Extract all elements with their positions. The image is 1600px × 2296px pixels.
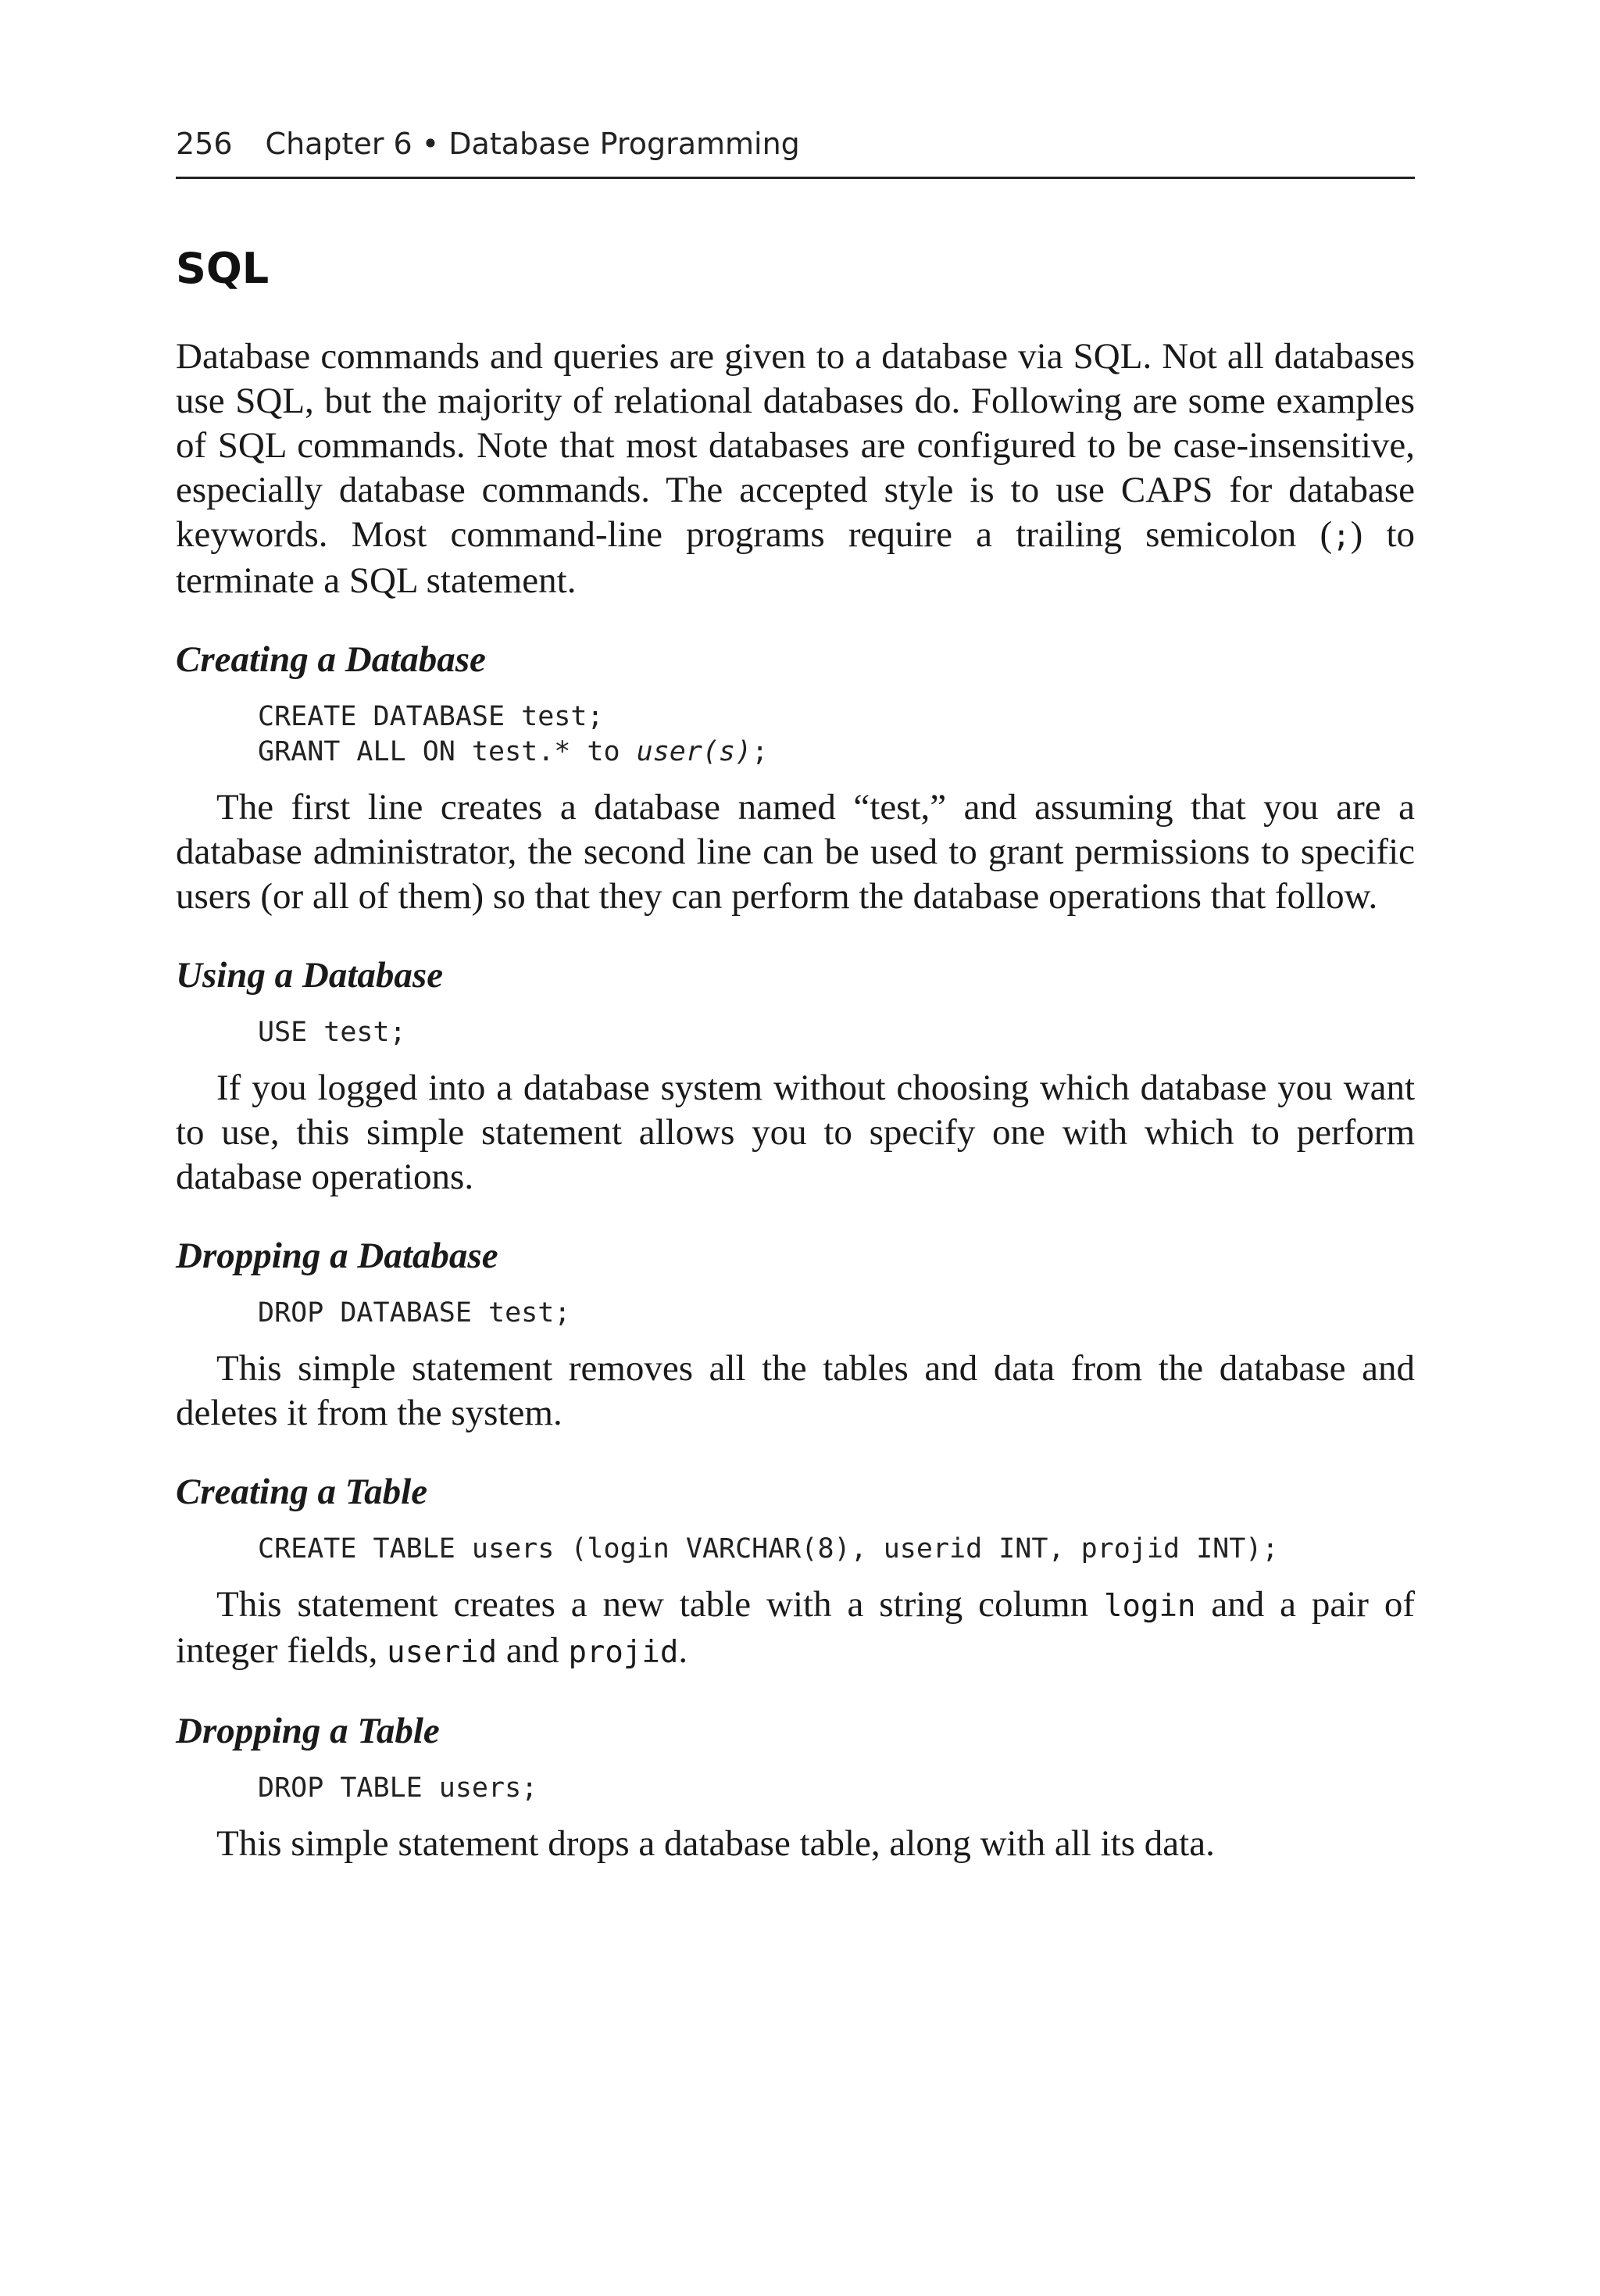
inline-code-userid: userid [387,1635,498,1670]
heading-using-database: Using a Database [176,955,444,996]
running-head [176,123,1415,164]
heading-creating-database: Creating a Database [176,639,486,680]
chapter-title: Chapter 6 • Database Programming [265,127,800,161]
paragraph-creating-table: This statement creates a new table with a string column login and a pair of integer fields, userid and projid. [176,1584,1415,1671]
heading-creating-table: Creating a Table [176,1472,428,1512]
inline-code-login: login [1104,1589,1196,1624]
code-drop-database: DROP DATABASE test; [258,1297,571,1329]
code-create-table: CREATE TABLE users (login VARCHAR(8), userid INT, projid INT); [258,1533,1279,1565]
page-number: 256 [176,127,233,161]
inline-code-projid: projid [568,1635,679,1670]
heading-dropping-database: Dropping a Database [176,1236,498,1276]
paragraph-dropping-table: This simple statement drops a database table, along with all its data. [216,1823,1215,1864]
code-create-database: CREATE DATABASE test; GRANT ALL ON test.* to user(s); [258,701,769,767]
code-drop-table: DROP TABLE users; [258,1772,538,1804]
paragraph-dropping-database: This simple statement removes all the tables and data from the database and deletes it from the system. [176,1348,1415,1433]
semicolon-code: ; [1332,519,1351,554]
intro-paragraph: Database commands and queries are given to a database via SQL. Not all databases use SQL, but the majority of relational databases do. Following are some examples of SQL commands. Note that most databases are configured to be case-insensitive, especially database commands. The accepted style is to use CAPS for database keywords. Most command-line programs require a trailing semicolon (;) to terminate a SQL statement. [176,336,1416,601]
paragraph-using-database: If you logged into a database system without choosing which database you want to use, this simple statement allows you to specify one with which to perform database operations. [176,1068,1415,1197]
code-use-database: USE test; [258,1017,406,1048]
section-title: SQL [176,244,270,293]
header-rule [176,177,1415,179]
heading-dropping-table: Dropping a Table [176,1711,440,1751]
page-content [176,244,1415,1866]
paragraph-creating-database: The first line creates a database named “test,” and assuming that you are a database administrator, the second line can be used to grant permissions to specific users (or all of them) so that they can perform the database operations that follow. [176,787,1415,917]
